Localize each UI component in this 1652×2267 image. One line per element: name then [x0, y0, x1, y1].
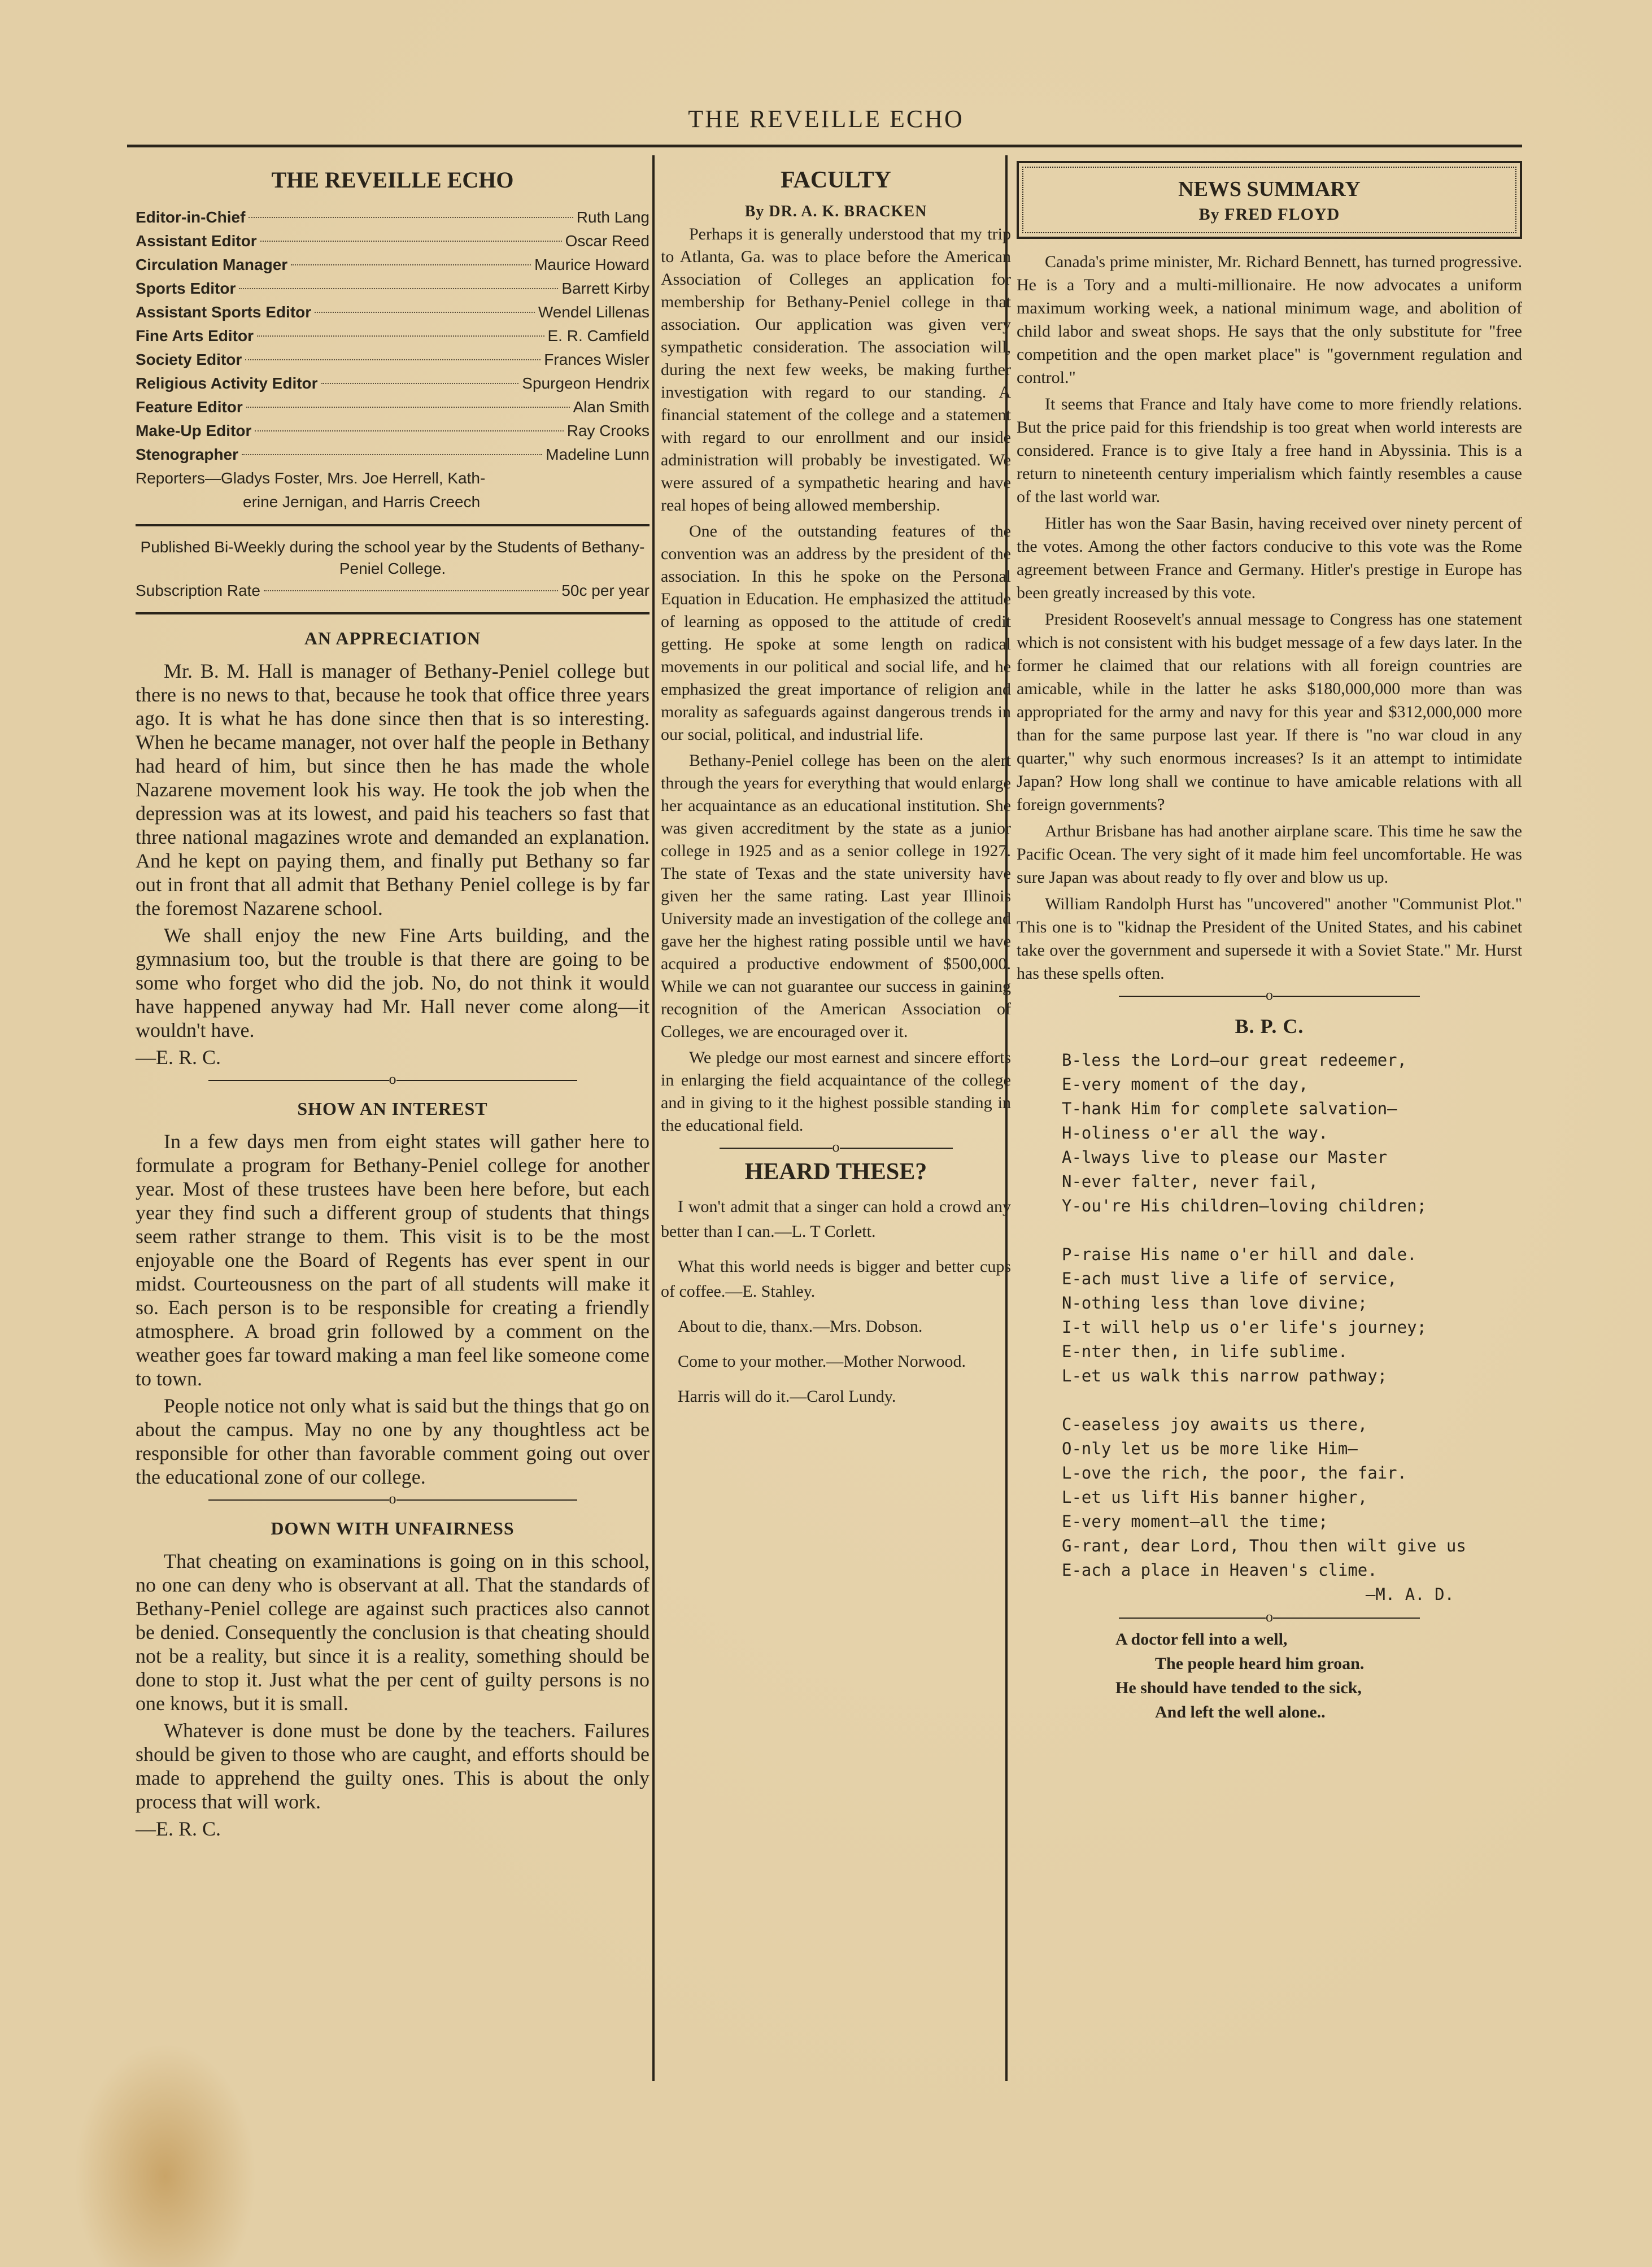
staff-rule-bottom: [136, 612, 650, 614]
article-byline: By FRED FLOYD: [1198, 205, 1340, 224]
staff-row: [136, 300, 650, 324]
reporters-line-2: erine Jernigan, and Harris Creech: [243, 493, 481, 511]
poem-line: N-othing less than love divine;: [1062, 1293, 1368, 1313]
staff-reporters: [136, 467, 650, 514]
article-paragraph: We shall enjoy the new Fine Arts building, and the gymnasium too, but the trouble is that there are going to be some who forget who did the job. No, do not think it would have happened anyway had Mr. Hall never come along—it wouldn't have.: [136, 924, 650, 1041]
section-divider: o: [661, 1141, 1011, 1153]
section-divider: o: [1017, 1611, 1522, 1623]
article-title-unfairness: DOWN WITH UNFAIRNESS: [271, 1518, 515, 1538]
staff-list: [136, 206, 650, 467]
poem-line: L-et us walk this narrow pathway;: [1062, 1366, 1388, 1385]
subscription-value: 50c per year: [561, 582, 650, 599]
staff-name: Spurgeon Hendrix: [522, 374, 650, 392]
staff-name: Maurice Howard: [534, 256, 650, 273]
article-title-heard: HEARD THESE?: [744, 1159, 927, 1185]
staff-name: Wendel Lillenas: [538, 303, 650, 321]
staff-row: [136, 206, 650, 229]
staff-name: Ruth Lang: [576, 208, 650, 226]
verse-line: The people heard him groan.: [1155, 1654, 1365, 1673]
staff-role: Make-Up Editor: [136, 422, 252, 439]
poem-line: T-hank Him for complete salvation—: [1062, 1099, 1397, 1118]
staff-role: Religious Activity Editor: [136, 374, 318, 392]
doctor-verse: [1017, 1627, 1522, 1724]
staff-row: [136, 324, 650, 348]
leader-dots: [315, 312, 535, 313]
poem-line: E-ach must live a life of service,: [1062, 1269, 1397, 1288]
article-paragraph: Bethany-Peniel college has been on the alert through the years for everything that would enlarge her acquaintance as an educational institution. She was given accreditment by the state as a junior college in 1925 and as a senior college in 1927. The state of Texas and the state university have given her the same rating. Last year Illinois University made an investigation of the college and gave her the highest rating possible until we have acquired a productive endowment of $500,000. While we can not guarantee our success in gaining recognition of the American Association of Colleges, we are encouraged over it.: [661, 751, 1011, 1041]
leader-dots: [246, 407, 570, 408]
staff-name: Frances Wisler: [544, 351, 650, 368]
leader-dots: [239, 288, 558, 289]
staff-name: Madeline Lunn: [546, 446, 650, 463]
poem-line: E-nter then, in life sublime.: [1062, 1342, 1348, 1361]
article-paragraph: President Roosevelt's annual message to Congress has one statement which is not consistent with his budget message of a few days later. In the former he claimed that our relations with all foreign countries are amicable, while in the latter he asks $180,000,000 more than was appropriated for the army and navy for this year and $312,000,000 more than for the same purpose last year. If there is "no war cloud in any quarter," why such enormous increases? Is it an attempt to intimidate Japan? How long shall we continue to have amicable relations with all foreign governments?: [1017, 610, 1522, 814]
article-paragraph: William Randolph Hurst has "uncovered" another "Communist Plot." This one is to "kidnap the President of the United States, and his cabinet take over the government and supersede it with a Soviet State." Mr. Hurst has these spells often.: [1017, 895, 1522, 983]
staff-name: Barrett Kirby: [561, 280, 650, 297]
poem-line: N-ever falter, never fail,: [1062, 1172, 1318, 1191]
poem-line: E-ach a place in Heaven's clime.: [1062, 1560, 1378, 1580]
leader-dots: [255, 430, 563, 431]
staff-name: E. R. Camfield: [547, 327, 650, 345]
article-byline: By DR. A. K. BRACKEN: [744, 203, 927, 220]
article-paragraph: One of the outstanding features of the convention was an address by the president of the association. In this he spoke on the Personal Equation in Education. He emphasized the attitude of learning as opposed to the attitude of credit getting. He spoke at some length on radical movements in our political and social life, and he emphasized the great importance of religion and morality as safeguards against dangerous trends in our social, political, and industrial life.: [661, 522, 1011, 744]
reporters-line-1: Reporters—Gladys Foster, Mrs. Joe Herrell, Kath-: [136, 469, 486, 487]
verse-line: A doctor fell into a well,: [1115, 1630, 1288, 1649]
staff-name: Oscar Reed: [565, 232, 650, 250]
staff-row: [136, 395, 650, 419]
column-rule-left: [652, 155, 655, 2081]
poem-stanza: [1062, 1048, 1522, 1218]
article-title-news: NEWS SUMMARY: [1178, 177, 1361, 201]
article-paragraph: People notice not only what is said but the things that go on about the campus. May no one by any thoughtless act be responsible for other than favorable comment going out over the educational zone of our college.: [136, 1394, 650, 1488]
staff-role: Feature Editor: [136, 398, 243, 416]
article-paragraph: Perhaps it is generally understood that my trip to Atlanta, Ga. was to place before the American Association of Colleges an application for membership for Bethany-Peniel college in that association. Our application was given very sympathetic consideration. The association will, during the next few weeks, be making further investigation with regard to our standing. A financial statement of the college and a statement with regard to our enrollment and our inside administration will probably be investigated. We were assured of a sympathetic hearing and have real hopes of being allowed membership.: [661, 225, 1011, 515]
column-left: [136, 161, 650, 1841]
quote-item: Harris will do it.—Carol Lundy.: [678, 1387, 896, 1406]
article-paragraph: It seems that France and Italy have come to more friendly relations. But the price paid for this friendship is too great when world interests are considered. France is to give Italy a free hand in Abyssinia. This is a return to nineteenth century imperialism which faintly resembles a cause of the last world war.: [1017, 395, 1522, 506]
section-divider: o: [136, 1493, 650, 1505]
staff-row: [136, 229, 650, 253]
news-summary-header: [1017, 161, 1522, 239]
poem-stanza: [1062, 1412, 1522, 1582]
article-title-appreciation: AN APPRECIATION: [304, 628, 481, 648]
verse-line: He should have tended to the sick,: [1115, 1679, 1362, 1697]
article-signature: —E. R. C.: [136, 1817, 221, 1840]
poem-line: E-very moment—all the time;: [1062, 1512, 1328, 1531]
staff-row: [136, 419, 650, 443]
quote-item: Come to your mother.—Mother Norwood.: [678, 1352, 966, 1371]
poem-line: L-et us lift His banner higher,: [1062, 1488, 1368, 1507]
staff-role: Editor-in-Chief: [136, 208, 246, 226]
column-right: [1017, 161, 1522, 1724]
staff-row: [136, 253, 650, 277]
masthead-rule: [127, 145, 1522, 147]
staff-role: Stenographer: [136, 446, 239, 463]
poem-line: C-easeless joy awaits us there,: [1062, 1415, 1368, 1434]
leader-dots: [242, 454, 542, 455]
leader-dots: [257, 335, 544, 337]
acrostic-poem: [1017, 1048, 1522, 1607]
leader-dots: [249, 217, 573, 218]
subscription-rate: [136, 579, 650, 602]
article-paragraph: Arthur Brisbane has had another airplane scare. This time he saw the Pacific Ocean. The very sight of it made him feel uncomfortable. He was sure Japan was about ready to fly over and blow us up.: [1017, 822, 1522, 887]
staff-name: Ray Crooks: [566, 422, 650, 439]
poem-line: A-lways live to please our Master: [1062, 1148, 1388, 1167]
quotes-list: [661, 1194, 1011, 1409]
poem-title: B. P. C.: [1235, 1015, 1304, 1037]
article-paragraph: In a few days men from eight states will gather here to formulate a program for Bethany-Peniel college for another year. Most of these trustees have been here before, but each year they find such a different group of students that things seem rather strange to them. This visit is to be the most enjoyable one the Board of Regents has ever spent in our midst. Courteousness on the part of all students will make it so. Each person is to be responsible for creating a friendly atmosphere. A broad grin followed by a comment on the weather goes far toward making a man feel like someone come to town.: [136, 1130, 650, 1390]
article-title-faculty: FACULTY: [780, 167, 892, 193]
staff-rule: [136, 524, 650, 526]
leader-dots: [291, 264, 531, 265]
article-paragraph: We pledge our most earnest and sincere efforts in enlarging the field acquaintance of the college and in giving to it the highest possible standing in the educational field.: [661, 1048, 1011, 1135]
poem-stanza: [1062, 1243, 1522, 1388]
poem-line: Y-ou're His children—loving children;: [1062, 1196, 1427, 1215]
leader-dots: [321, 383, 519, 384]
article-paragraph: Whatever is done must be done by the teachers. Failures should be given to those who are caught, and efforts should be made to apprehend the guilty ones. This is about the only process that will work.: [136, 1719, 650, 1813]
poem-line: I-t will help us o'er life's journey;: [1062, 1318, 1427, 1337]
staff-role: Assistant Sports Editor: [136, 303, 312, 321]
column-middle: [661, 161, 1011, 1419]
poem-line: L-ove the rich, the poor, the fair.: [1062, 1463, 1407, 1483]
article-title-interest: SHOW AN INTEREST: [297, 1098, 488, 1119]
staff-row: [136, 348, 650, 372]
article-paragraph: Hitler has won the Saar Basin, having received over ninety percent of the votes. Among the other factors conducive to this vote was the Rome agreement between France and Germany. Hitler's prestige in Europe has been greatly increased by this vote.: [1017, 514, 1522, 602]
leader-dots: [260, 241, 562, 242]
staff-role: Circulation Manager: [136, 256, 288, 273]
article-paragraph: Mr. B. M. Hall is manager of Bethany-Peniel college but there is no news to that, because he took that office three years ago. It is what he has done since then that is so interesting. When he became manager, not over half the people in Bethany had heard of him, but since then he has made the whole Nazarene movement look his way. He took the job when the depression was at its lowest, and paid his teachers so fast that three national magazines wrote and demanded an explanation. And he kept on paying them, and finally put Bethany so far out in front that all admit that Bethany Peniel college is by far the foremost Nazarene school.: [136, 660, 650, 919]
publication-info: Published Bi-Weekly during the school year by the Students of Bethany-Peniel College.: [140, 538, 645, 577]
poem-line: O-nly let us be more like Him—: [1062, 1439, 1358, 1458]
staff-role: Assistant Editor: [136, 232, 257, 250]
subscription-label: Subscription Rate: [136, 582, 261, 599]
staff-role: Fine Arts Editor: [136, 327, 254, 345]
poem-signature: —M. A. D.: [1365, 1585, 1454, 1604]
poem-line: P-raise His name o'er hill and dale.: [1062, 1245, 1417, 1264]
page-masthead: THE REVEILLE ECHO: [688, 105, 964, 133]
staff-role: Society Editor: [136, 351, 242, 368]
staff-row: [136, 277, 650, 300]
staff-name: Alan Smith: [573, 398, 650, 416]
poem-line: G-rant, dear Lord, Thou then wilt give us: [1062, 1536, 1466, 1555]
staff-box-title: THE REVEILLE ECHO: [271, 167, 514, 193]
poem-line: E-very moment of the day,: [1062, 1075, 1309, 1094]
article-signature: —E. R. C.: [136, 1046, 221, 1069]
verse-line: And left the well alone..: [1155, 1703, 1326, 1721]
staff-row: [136, 443, 650, 467]
quote-item: About to die, thanx.—Mrs. Dobson.: [678, 1317, 923, 1336]
article-paragraph: Canada's prime minister, Mr. Richard Bennett, has turned progressive. He is a Tory and a multi-millionaire. He now advocates a uniform maximum working week, a national minimum wage, and abolition of child labor and sweat shops. He says that the only substitute for "free competition and the open market place" is "government regulation and control.": [1017, 252, 1522, 387]
poem-line: B-less the Lord—our great redeemer,: [1062, 1050, 1407, 1070]
staff-row: [136, 372, 650, 395]
quote-item: What this world needs is bigger and better cups of coffee.—E. Stahley.: [661, 1257, 1011, 1301]
poem-line: H-oliness o'er all the way.: [1062, 1123, 1328, 1143]
quote-item: I won't admit that a singer can hold a crowd any better than I can.—L. T Corlett.: [661, 1197, 1011, 1241]
staff-role: Sports Editor: [136, 280, 236, 297]
section-divider: o: [1017, 989, 1522, 1001]
leader-dots: [245, 359, 541, 360]
article-paragraph: That cheating on examinations is going on in this school, no one can deny who is observant at all. That the standards of Bethany-Peniel college are against such practices also cannot be denied. Consequently the conclusion is that cheating should not be a reality, but since it is a reality, something should be done to stop it. Just what the per cent of guilty persons is no one knows, but it is small.: [136, 1550, 650, 1715]
section-divider: o: [136, 1074, 650, 1085]
